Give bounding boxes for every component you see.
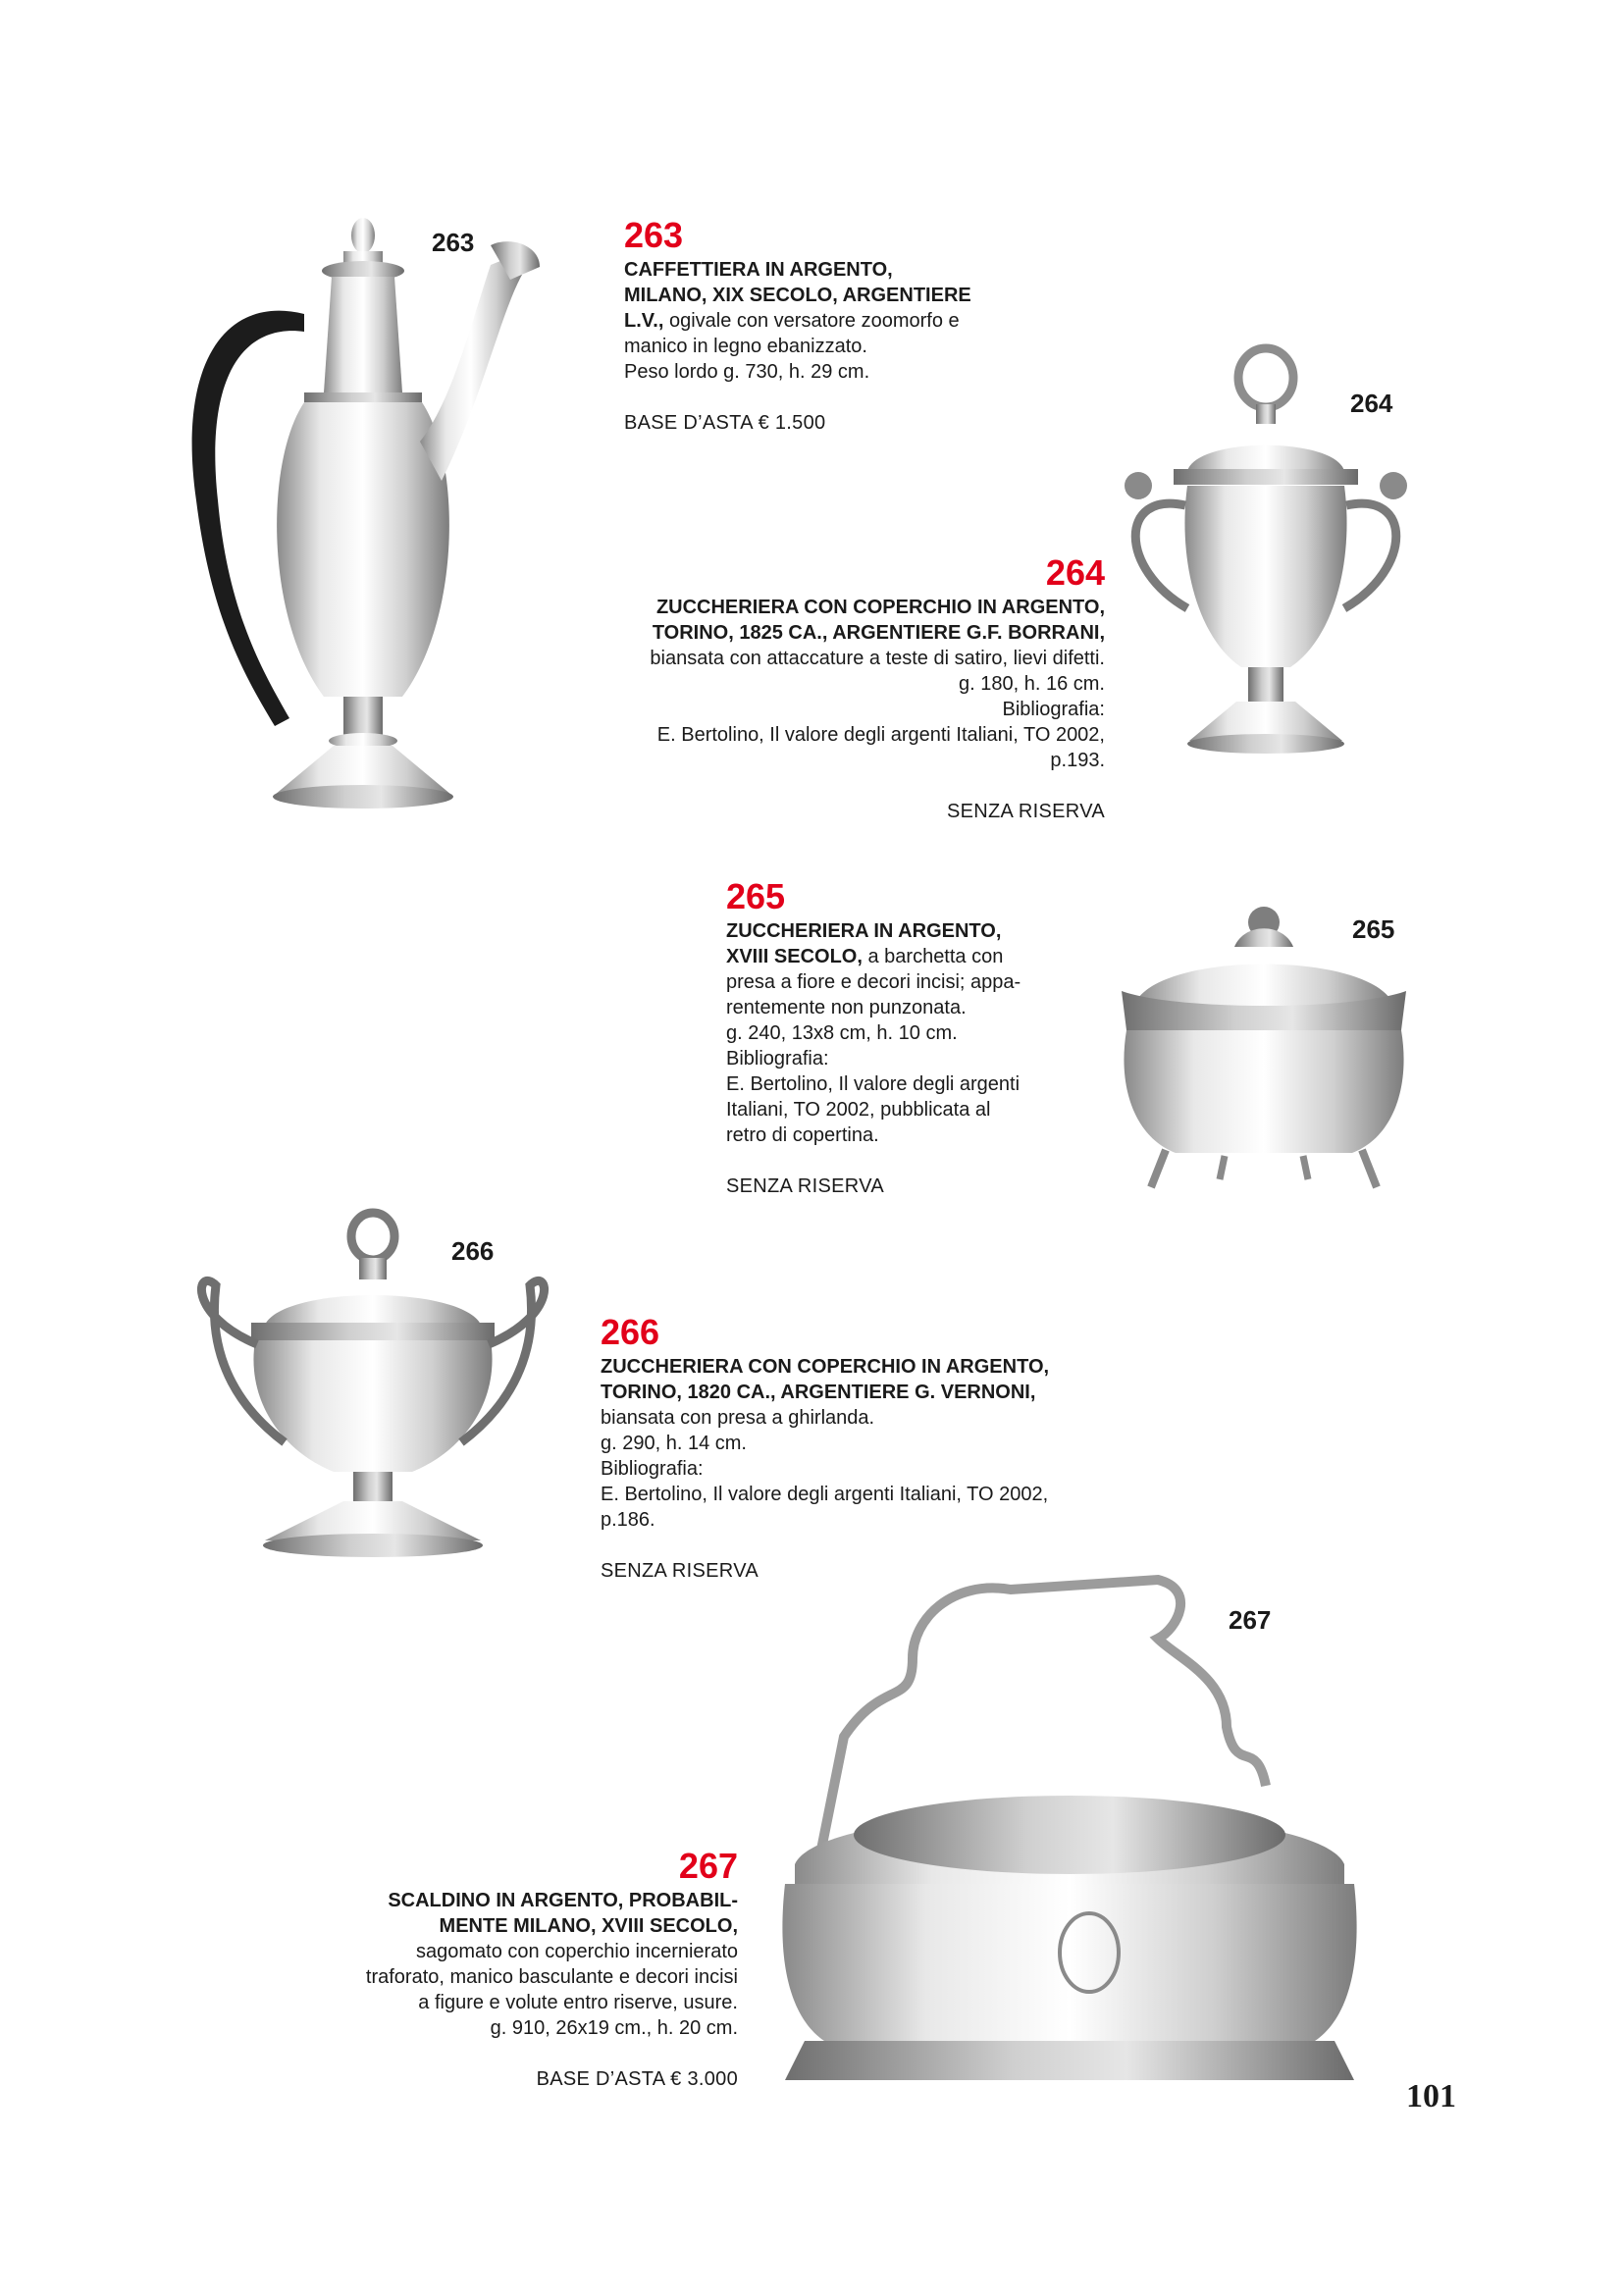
lot-description: Bibliografia:	[726, 1048, 829, 1070]
lot-description: rentemente non punzonata.	[726, 997, 967, 1018]
lot-description: presa a fiore e decori incisi; appa-	[726, 971, 1021, 993]
lot-title-line: L.V.,	[624, 310, 664, 332]
lot-description: E. Bertolino, Il valore degli argenti Italiani, TO 2002,	[656, 724, 1105, 746]
estimate: BASE D’ASTA € 3.000	[536, 2068, 738, 2090]
lot-description: biansata con presa a ghirlanda.	[601, 1407, 875, 1429]
lot-number: 263	[624, 215, 684, 255]
lot-title-line: TORINO, 1820 CA., ARGENTIERE G. VERNONI,	[601, 1382, 1036, 1403]
lot-266	[601, 1312, 1150, 1584]
reserve-note: SENZA RISERVA	[947, 801, 1105, 822]
lot-description: p.193.	[1050, 750, 1105, 771]
lot-description: a barchetta con	[862, 946, 1004, 967]
lot-title-line: MENTE MILANO, XVIII SECOLO,	[439, 1915, 738, 1937]
lot-description: Peso lordo g. 730, h. 29 cm.	[624, 361, 870, 383]
lot-265	[726, 876, 1079, 1199]
lot-title-line: CAFFETTIERA IN ARGENTO,	[624, 259, 893, 281]
lot-title-line: SCALDINO IN ARGENTO, PROBABIL-	[388, 1890, 738, 1911]
lot-number: 267	[678, 1846, 738, 1886]
lot-description: ogivale con versatore zoomorfo e	[663, 310, 960, 332]
lot-title-line: MILANO, XIX SECOLO, ARGENTIERE	[624, 285, 971, 306]
lot-description: p.186.	[601, 1509, 655, 1531]
lot-number: 266	[601, 1312, 660, 1352]
photo-label-263: 263	[432, 228, 475, 257]
lot-description: g. 910, 26x19 cm., h. 20 cm.	[490, 2017, 738, 2039]
photo-label-264: 264	[1350, 389, 1393, 418]
sugar-bowl-264-photo	[1079, 343, 1452, 765]
lot-description: g. 180, h. 16 cm.	[959, 673, 1105, 695]
lot-description: biansata con attaccature a teste di satiro, lievi difetti.	[650, 648, 1105, 669]
lot-description: traforato, manico basculante e decori incisi	[365, 1966, 738, 1988]
page-number: 101	[1406, 2078, 1456, 2114]
lot-description: E. Bertolino, Il valore degli argenti Italiani, TO 2002,	[601, 1484, 1049, 1505]
lot-number: 265	[726, 876, 786, 916]
foot-warmer-photo	[765, 1560, 1374, 2110]
photo-label-266: 266	[451, 1236, 495, 1266]
estimate: BASE D’ASTA € 1.500	[624, 412, 826, 434]
lot-description: manico in legno ebanizzato.	[624, 336, 867, 357]
sugar-bowl-266-photo	[177, 1207, 589, 1570]
lot-title-line: XVIII SECOLO,	[726, 946, 863, 967]
lot-description: retro di copertina.	[726, 1124, 879, 1146]
reserve-note: SENZA RISERVA	[601, 1560, 759, 1582]
lot-title-line: ZUCCHERIERA IN ARGENTO,	[726, 920, 1002, 942]
lot-264	[550, 552, 1105, 824]
lot-description: Bibliografia:	[1002, 699, 1105, 720]
lot-description: Italiani, TO 2002, pubblicata al	[726, 1099, 991, 1121]
photo-label-265: 265	[1352, 914, 1395, 944]
lot-description: g. 290, h. 14 cm.	[601, 1433, 747, 1454]
lot-267	[294, 1846, 738, 2092]
lot-title-line: TORINO, 1825 CA., ARGENTIERE G.F. BORRANI,	[652, 622, 1105, 644]
lot-number: 264	[1045, 552, 1105, 593]
lot-description: g. 240, 13x8 cm, h. 10 cm.	[726, 1022, 958, 1044]
lot-description: a figure e volute entro riserve, usure.	[418, 1992, 738, 2013]
lot-title-line: ZUCCHERIERA CON COPERCHIO IN ARGENTO,	[655, 597, 1105, 618]
reserve-note: SENZA RISERVA	[726, 1175, 884, 1197]
lot-263	[624, 215, 1115, 436]
lot-description: Bibliografia:	[601, 1458, 704, 1480]
coffee-pot-photo	[157, 206, 569, 814]
lot-description: sagomato con coperchio incernierato	[416, 1941, 738, 1962]
lot-title-line: ZUCCHERIERA CON COPERCHIO IN ARGENTO,	[601, 1356, 1050, 1378]
photo-label-267: 267	[1229, 1605, 1272, 1635]
lot-description: E. Bertolino, Il valore degli argenti	[726, 1073, 1021, 1095]
